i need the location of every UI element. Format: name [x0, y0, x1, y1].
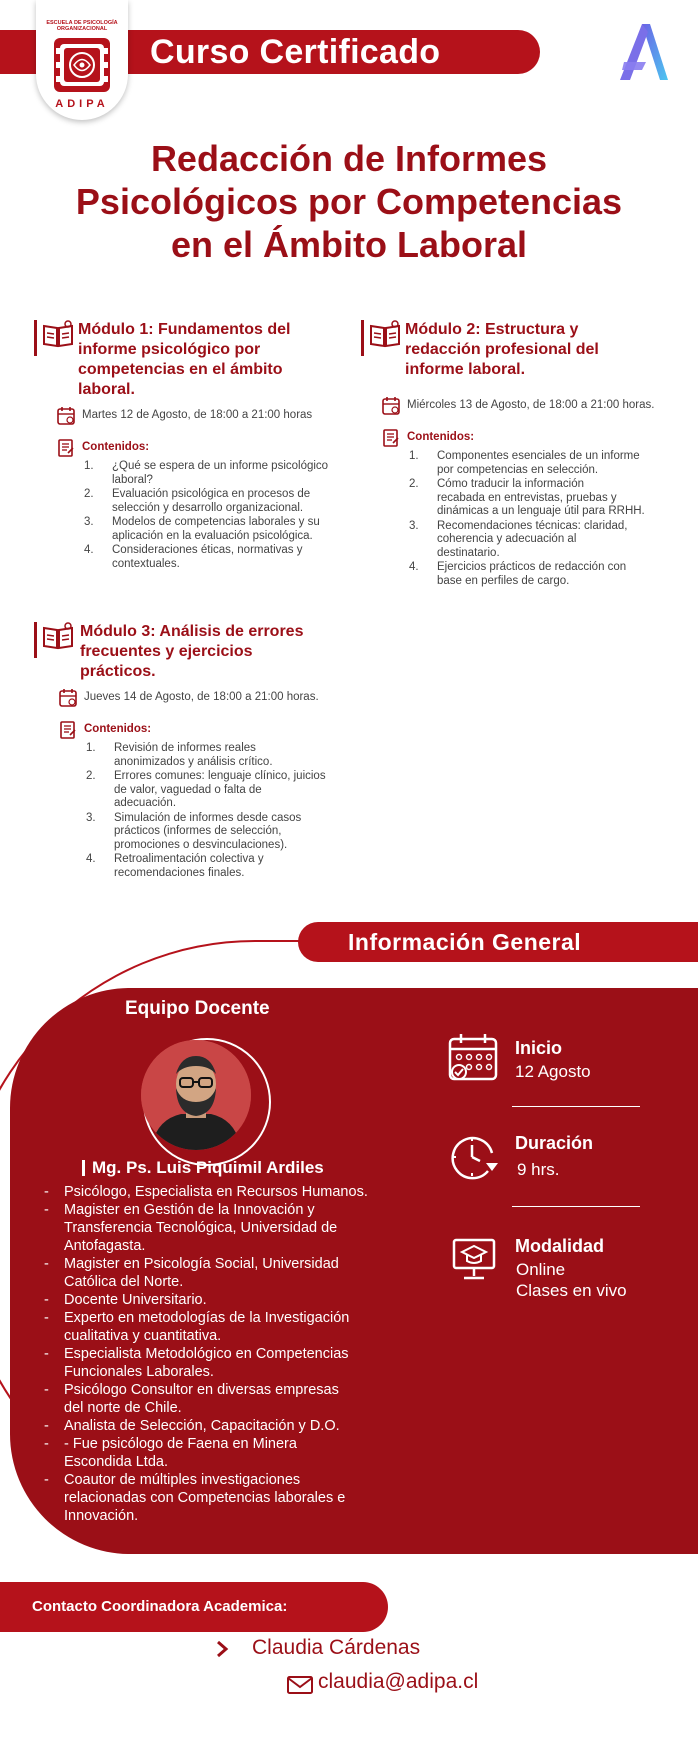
item-line: anonimizados y análisis crítico. — [114, 755, 273, 768]
module-title — [405, 320, 599, 380]
course-title — [20, 137, 678, 266]
teacher-name-text: Mg. Ps. Luis Piquimil Ardiles — [92, 1158, 324, 1177]
module-title-line: prácticos. — [80, 663, 156, 680]
item-line: Consideraciones éticas, normativas y — [112, 544, 303, 556]
list-item — [84, 460, 328, 487]
module-contents-list — [84, 460, 328, 572]
info-header-title: Información General — [348, 929, 582, 955]
book-gear-icon — [42, 320, 74, 350]
list-item — [84, 488, 328, 515]
item-number: 2. — [409, 478, 419, 490]
module-title-line: informe psicológico por — [78, 341, 261, 358]
banner-title: Curso Certificado — [150, 33, 441, 71]
item-line: base en perfiles de cargo. — [437, 574, 570, 587]
bio-line: - - Fue psicólogo de Faena en Minera — [64, 1436, 297, 1452]
bio-item — [42, 1255, 422, 1291]
bio-item — [42, 1201, 422, 1255]
logo-word: ADIPA — [55, 98, 109, 110]
course-title-line: en el Ámbito Laboral — [170, 224, 528, 265]
module-accent-bar — [361, 320, 364, 356]
module-title-line: redacción profesional del — [405, 341, 599, 358]
contact-name: Claudia Cárdenas — [252, 1636, 421, 1659]
list-item — [409, 478, 645, 519]
stat-start-value: 12 Agosto — [515, 1062, 591, 1081]
module-contents-label — [56, 438, 150, 463]
bio-line: relacionadas con Competencias laborales e — [64, 1490, 346, 1506]
stat-divider — [512, 1206, 640, 1207]
bio-line: del norte de Chile. — [64, 1400, 182, 1416]
item-line: ¿Qué se espera de un informe psicológico — [112, 460, 329, 472]
logo-emblem-icon — [52, 36, 112, 94]
bio-item — [42, 1183, 422, 1201]
item-number: 4. — [409, 561, 419, 573]
item-line: dinámicas a un lenguaje útil para RRHH. — [437, 505, 645, 517]
contents-label: Contenidos: — [82, 441, 150, 453]
bio-item — [42, 1309, 422, 1345]
item-line: prácticos (informes de selección, — [114, 825, 282, 837]
list-item — [86, 853, 326, 880]
book-gear-icon — [369, 320, 401, 350]
bio-item — [42, 1381, 422, 1417]
document-icon — [58, 720, 78, 740]
contact-pill — [0, 1582, 388, 1632]
item-line: Retroalimentación colectiva y — [114, 853, 264, 865]
module-date-text: Jueves 14 de Agosto, de 18:00 a 21:00 horas. — [84, 691, 319, 703]
item-line: Evaluación psicológica en procesos de — [112, 488, 311, 500]
stat-start-label: Inicio — [515, 1038, 563, 1058]
list-item — [86, 742, 326, 769]
item-line: Simulación de informes desde casos — [114, 811, 302, 824]
module-date-text: Miércoles 13 de Agosto, de 18:00 a 21:00 horas. — [407, 399, 655, 411]
list-item — [409, 561, 645, 588]
stat-duration-value: 9 hrs. — [517, 1160, 560, 1179]
item-line: aplicación en la evaluación psicológica. — [112, 529, 313, 542]
item-line: por competencias en selección. — [437, 463, 599, 476]
clock-icon — [448, 1133, 500, 1183]
bio-item — [42, 1417, 422, 1435]
bio-item — [42, 1345, 422, 1381]
contents-label: Contenidos: — [84, 723, 152, 735]
bio-line: - Magister en Gestión de la Innovación y — [64, 1202, 315, 1218]
bio-line: Transferencia Tecnológica, Universidad de — [64, 1220, 338, 1236]
item-number: 4. — [86, 853, 96, 865]
item-line: adecuación. — [114, 797, 177, 809]
item-line: coherencia y adecuación al — [437, 533, 577, 545]
item-line: laboral? — [112, 473, 153, 486]
module-title-line: competencias en el ámbito — [78, 361, 283, 378]
item-number: 3. — [86, 811, 96, 824]
calendar-check-icon — [447, 1032, 499, 1084]
bio-line: Antofagasta. — [64, 1238, 146, 1254]
module-title — [80, 622, 303, 682]
item-number: 2. — [86, 770, 96, 782]
bio-line: - Psicólogo Consultor en diversas empresas — [64, 1382, 339, 1398]
item-line: selección y desarrollo organizacional. — [112, 501, 304, 514]
item-line: Componentes esenciales de un informe — [437, 450, 640, 462]
item-number: 3. — [409, 519, 419, 532]
person-avatar-icon — [141, 1040, 251, 1150]
bio-item — [42, 1471, 422, 1525]
list-item — [84, 516, 328, 543]
item-number: 1. — [86, 742, 96, 754]
bio-item — [42, 1435, 422, 1471]
bio-line: - Coautor de múltiples investigaciones — [64, 1472, 301, 1488]
module-title-line: Módulo 3: Análisis de errores — [80, 623, 304, 640]
item-line: Modelos de competencias laborales y su — [112, 516, 320, 528]
document-icon — [381, 428, 401, 448]
computer-graduation-icon — [450, 1236, 498, 1284]
item-line: contextuales. — [112, 557, 180, 570]
item-line: Revisión de informes reales — [114, 742, 256, 754]
stat-divider — [512, 1106, 640, 1107]
module-accent-bar — [34, 320, 37, 356]
bio-line: - Docente Universitario. — [64, 1292, 207, 1308]
info-header — [298, 922, 698, 962]
bio-line: - Psicólogo, Especialista en Recursos Humanos. — [64, 1184, 368, 1200]
item-line: Recomendaciones técnicas: claridad, — [437, 519, 628, 532]
item-number: 4. — [84, 544, 94, 556]
bio-item — [42, 1291, 422, 1309]
item-number: 3. — [84, 516, 94, 528]
item-number: 1. — [84, 460, 94, 472]
stat-mode-label: Modalidad — [515, 1236, 604, 1256]
list-item — [86, 812, 326, 853]
module-1 — [34, 320, 374, 580]
course-title-line: Redacción de Informes — [150, 138, 548, 179]
document-icon — [56, 438, 76, 458]
bio-line: - Magister en Psicología Social, Universidad — [64, 1256, 339, 1272]
teacher-bio — [42, 1183, 422, 1525]
chevron-right-icon — [215, 1639, 229, 1659]
teacher-name — [82, 1158, 324, 1178]
module-title — [78, 320, 290, 400]
item-line: promociones o desvinculaciones). — [114, 838, 288, 851]
module-contents-list — [86, 742, 326, 881]
team-title: Equipo Docente — [125, 998, 270, 1019]
item-line: recomendaciones finales. — [114, 866, 245, 879]
stat-duration-label: Duración — [515, 1133, 594, 1153]
module-title-line: frecuentes y ejercicios — [80, 643, 253, 660]
bio-line: Escondida Ltda. — [64, 1454, 168, 1470]
stat-mode-value: Online — [516, 1260, 566, 1279]
stat-mode-value: Clases en vivo — [516, 1281, 627, 1300]
item-number: 1. — [409, 450, 419, 462]
item-line: destinatario. — [437, 546, 500, 559]
module-title-line: Módulo 2: Estructura y — [405, 321, 579, 338]
bio-line: Innovación. — [64, 1508, 139, 1524]
calendar-icon — [58, 688, 78, 708]
calendar-icon — [56, 406, 76, 426]
item-line: de valor, vaguedad o falta de — [114, 783, 262, 796]
module-title-line: informe laboral. — [405, 361, 526, 378]
list-item — [409, 450, 645, 477]
module-contents-label — [381, 428, 475, 453]
module-contents-list — [409, 450, 645, 589]
item-line: recabada en entrevistas, pruebas y — [437, 491, 617, 504]
bio-line: Funcionales Laborales. — [64, 1364, 214, 1380]
module-title-line: Módulo 1: Fundamentos del — [78, 321, 291, 338]
item-line: Cómo traducir la información — [437, 478, 585, 490]
brand-a-icon — [612, 22, 670, 82]
mail-icon — [286, 1675, 314, 1695]
list-item — [86, 770, 326, 811]
contact-label: Contacto Coordinadora Academica: — [32, 1598, 288, 1615]
module-3 — [34, 622, 374, 892]
logo-school-name: ESCUELA DE PSICOLOGÍA ORGANIZACIONAL — [46, 20, 118, 32]
module-accent-bar — [34, 622, 37, 658]
list-item — [84, 544, 328, 571]
bio-line: cualitativa y cuantitativa. — [64, 1328, 222, 1344]
bio-line: - Experto en metodologías de la Investigación — [64, 1310, 350, 1326]
calendar-icon — [381, 396, 401, 416]
adipa-logo — [36, 0, 128, 120]
contact-email-link[interactable]: claudia@adipa.cl — [318, 1670, 479, 1693]
teacher-avatar — [141, 1040, 251, 1150]
module-contents-label — [58, 720, 152, 745]
item-number: 2. — [84, 488, 94, 500]
bio-line: - Especialista Metodológico en Competencias — [64, 1346, 349, 1362]
module-date-text: Martes 12 de Agosto, de 18:00 a 21:00 horas — [82, 409, 313, 421]
contents-label: Contenidos: — [407, 431, 475, 443]
module-title-line: laboral. — [78, 381, 135, 398]
item-line: Errores comunes: lenguaje clínico, juicios — [114, 770, 326, 782]
list-item — [409, 520, 645, 561]
bio-line: - Analista de Selección, Capacitación y D.O. — [64, 1418, 340, 1434]
module-2 — [361, 320, 691, 600]
item-line: Ejercicios prácticos de redacción con — [437, 561, 627, 573]
bio-line: Católica del Norte. — [64, 1274, 184, 1290]
course-title-line: Psicológicos por Competencias — [75, 181, 623, 222]
book-gear-icon — [42, 622, 74, 652]
